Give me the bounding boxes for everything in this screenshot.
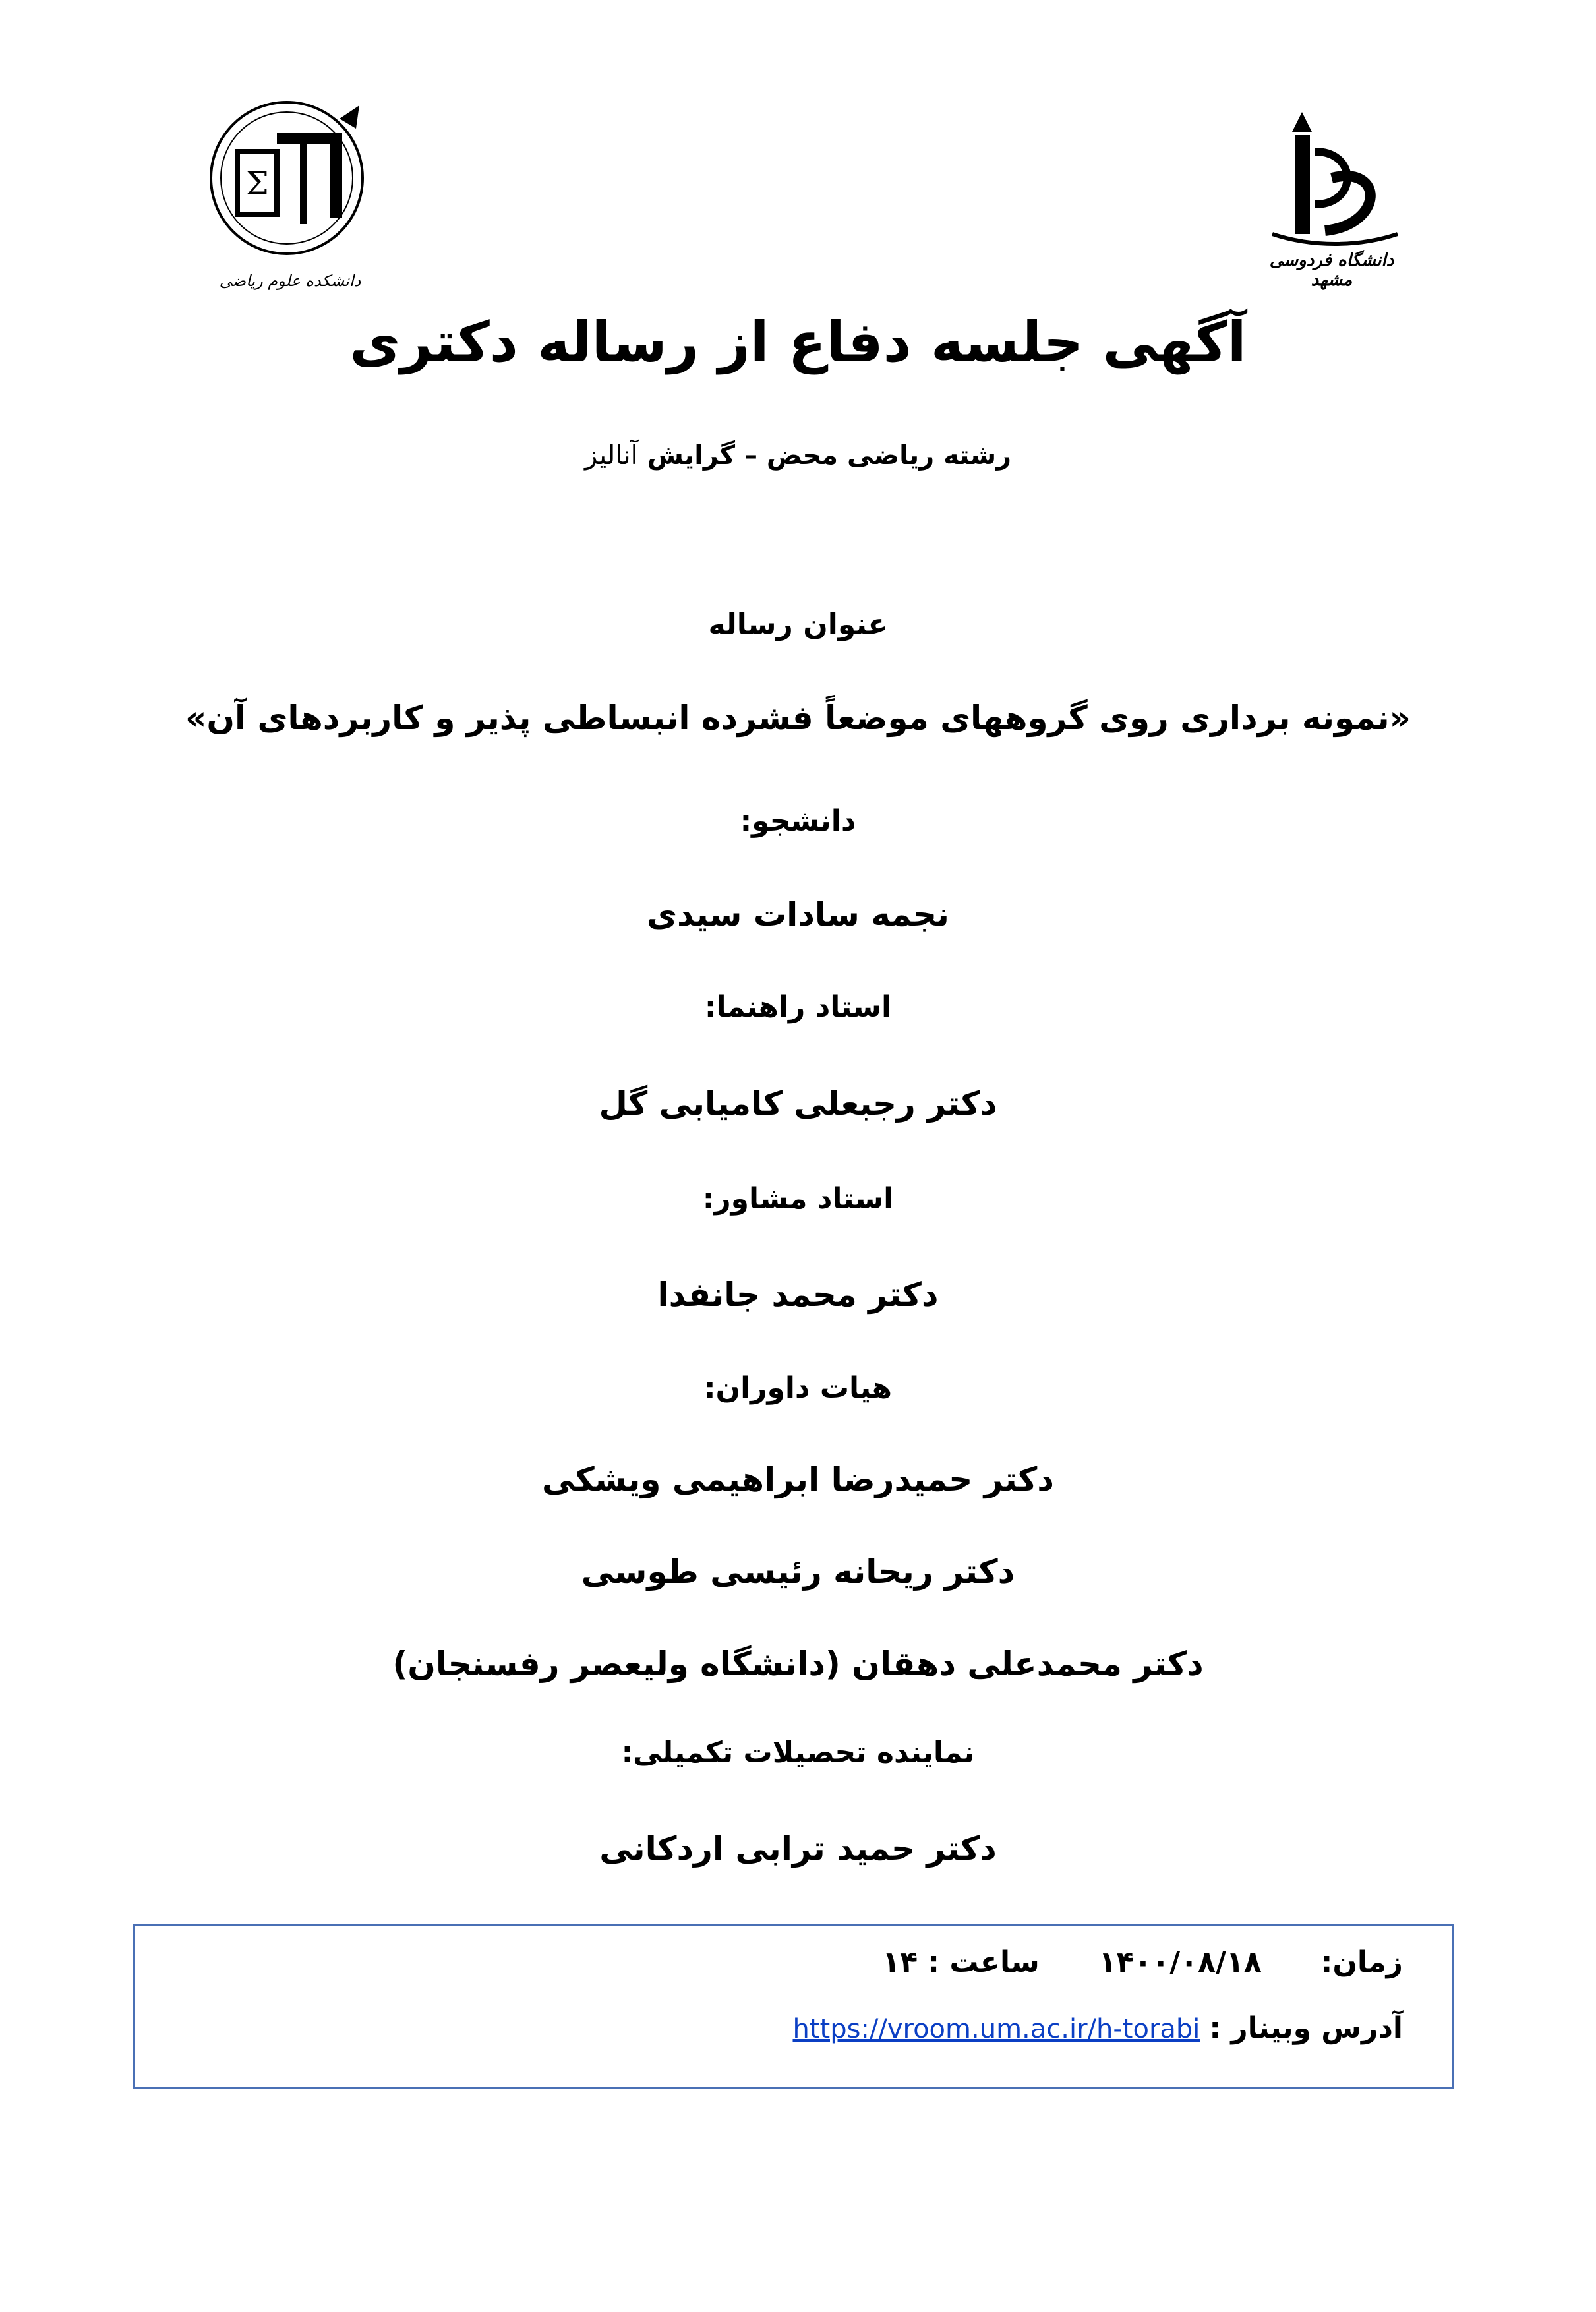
webinar-line xyxy=(792,2011,1403,2045)
defense-date: ۱۴۰۰/۰۸/۱۸ xyxy=(1098,1945,1262,1979)
faculty-logo xyxy=(198,92,382,290)
advisor-name: دکتر محمد جانفدا xyxy=(657,1276,939,1314)
jury-label: هیات داوران: xyxy=(703,1371,893,1405)
math-faculty-emblem-icon xyxy=(198,92,382,290)
specialization-name: آنالیز xyxy=(584,440,638,471)
field-name: رشته ریاضی محض – گرایش xyxy=(647,440,1012,471)
student-name: نجمه سادات سیدی xyxy=(647,895,949,934)
page-title: آگهی جلسه دفاع از رساله دکتری xyxy=(349,310,1247,374)
university-logo xyxy=(1253,105,1411,290)
jury-member: دکتر ریحانه رئیسی طوسی xyxy=(581,1553,1015,1591)
thesis-title-label: عنوان رساله xyxy=(708,608,888,641)
supervisor-label: استاد راهنما: xyxy=(704,990,892,1024)
faculty-logo-caption: دانشکده علوم ریاضی xyxy=(219,272,361,290)
student-label: دانشجو: xyxy=(740,804,856,838)
date-label: زمان: xyxy=(1320,1945,1403,1979)
schedule-box xyxy=(133,1924,1454,2089)
advisor-label: استاد مشاور: xyxy=(702,1182,894,1216)
svg-text:Σ: Σ xyxy=(245,164,269,202)
graduate-rep-name: دکتر حمید ترابی اردکانی xyxy=(599,1829,997,1868)
jury-member: دکتر حمیدرضا ابراهیمی ویشکی xyxy=(542,1460,1054,1498)
webinar-link[interactable]: https://vroom.um.ac.ir/h-torabi xyxy=(792,2014,1200,2044)
thesis-title: «نمونه برداری روی گروههای موضعاً فشرده انبساطی پذیر و کاربردهای آن» xyxy=(185,699,1411,737)
university-logo-caption: دانشگاه فردوسی مشهد xyxy=(1269,251,1394,290)
graduate-rep-label: نماینده تحصیلات تکمیلی: xyxy=(621,1736,975,1769)
supervisor-name: دکتر رجبعلی کامیابی گل xyxy=(599,1084,997,1123)
field-subtitle xyxy=(0,440,1596,471)
schedule-line xyxy=(882,1945,1403,1979)
jury-member: دکتر محمدعلی دهقان (دانشگاه ولیعصر رفسنجان) xyxy=(392,1645,1204,1683)
defense-time: ساعت : ۱۴ xyxy=(882,1945,1040,1979)
webinar-label: آدرس وبینار : xyxy=(1209,2011,1403,2045)
